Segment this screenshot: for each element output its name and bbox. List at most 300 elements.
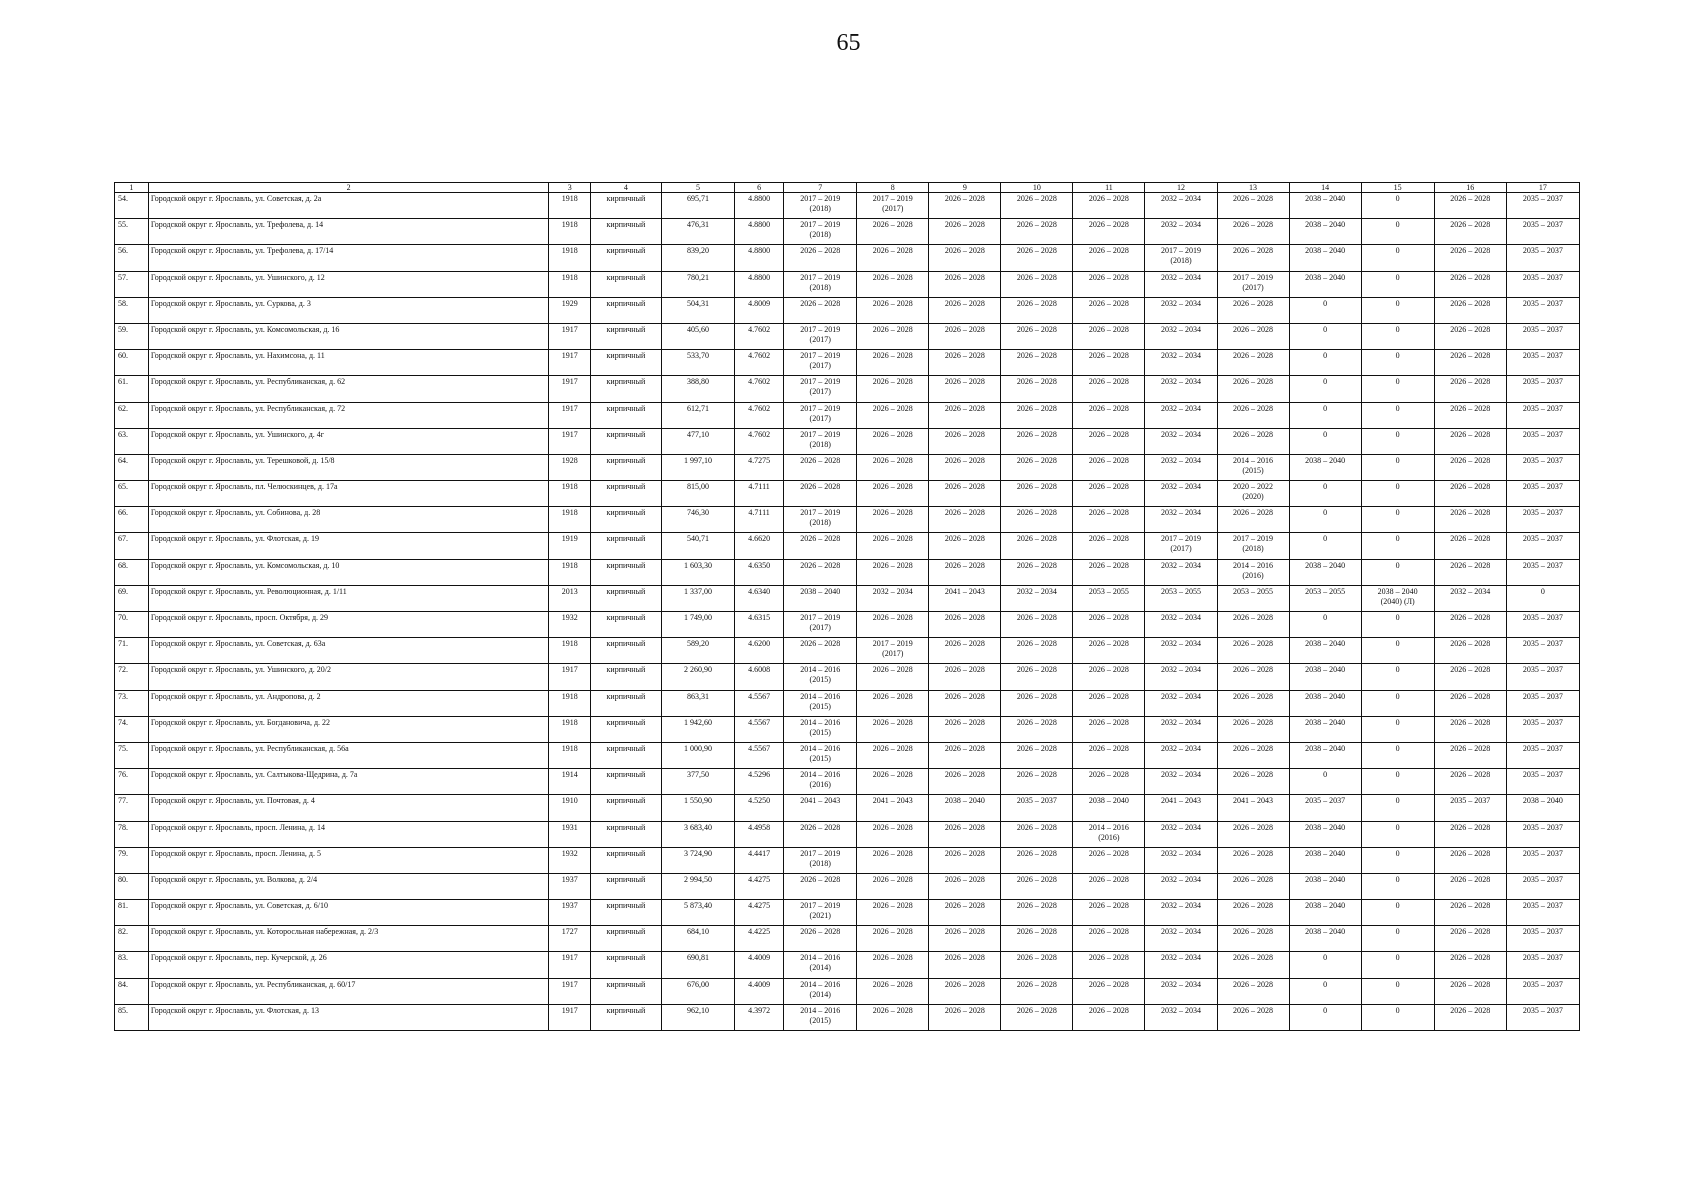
cell-col-6: 4.4275	[735, 900, 784, 926]
cell-col-17: 2035 – 2037	[1506, 271, 1579, 297]
cell-col-17: 2035 – 2037	[1506, 769, 1579, 795]
cell-col-16: 2026 – 2028	[1434, 769, 1506, 795]
cell-line: (2015)	[809, 753, 831, 763]
cell-col-16: 2026 – 2028	[1434, 926, 1506, 952]
cell-line: 2017 – 2019	[1233, 534, 1274, 544]
address-cell: Городской округ г. Ярославль, ул. Нахимсона, д. 11	[148, 350, 549, 376]
cell-col-7	[784, 1004, 857, 1030]
cell-col-12: 2041 – 2043	[1145, 795, 1217, 821]
cell-col-16: 2026 – 2028	[1434, 219, 1506, 245]
cell-line: (2040) (Л)	[1380, 596, 1415, 606]
cell-col-12: 2032 – 2034	[1145, 402, 1217, 428]
cell-line: (2015)	[1242, 465, 1264, 475]
address-cell: Городской округ г. Ярославль, пл. Челюскинцев, д. 17а	[148, 481, 549, 507]
cell-col-17: 2038 – 2040	[1506, 795, 1579, 821]
cell-col-13: 2026 – 2028	[1217, 716, 1289, 742]
table-row	[115, 559, 1580, 585]
cell-col-16: 2026 – 2028	[1434, 821, 1506, 847]
cell-col-17: 2035 – 2037	[1506, 507, 1579, 533]
cell-col-6: 4.5567	[735, 742, 784, 768]
cell-col-16: 2026 – 2028	[1434, 847, 1506, 873]
cell-line: 2017 – 2019	[800, 508, 841, 518]
cell-col-4: кирпичный	[590, 873, 661, 899]
cell-col-10: 2026 – 2028	[1001, 847, 1073, 873]
cell-col-16: 2026 – 2028	[1434, 1004, 1506, 1030]
cell-col-7: 2026 – 2028	[784, 454, 857, 480]
cell-col-15: 0	[1361, 638, 1434, 664]
address-cell: Городской округ г. Ярославль, ул. Комсомольская, д. 10	[148, 559, 549, 585]
cell-col-7	[784, 847, 857, 873]
cell-col-17: 2035 – 2037	[1506, 952, 1579, 978]
cell-line: 2017 – 2019	[800, 901, 841, 911]
address-cell: Городской округ г. Ярославль, ул. Республиканская, д. 72	[148, 402, 549, 428]
cell-col-14: 2038 – 2040	[1289, 193, 1361, 219]
cell-col-8: 2026 – 2028	[857, 612, 929, 638]
cell-col-3: 1929	[549, 297, 590, 323]
cell-col-17: 2035 – 2037	[1506, 323, 1579, 349]
cell-col-8	[857, 638, 929, 664]
cell-col-3: 1917	[549, 428, 590, 454]
address-cell: Городской округ г. Ярославль, ул. Советская, д. 6/10	[148, 900, 549, 926]
cell-col-5: 684,10	[661, 926, 734, 952]
cell-col-9: 2026 – 2028	[929, 978, 1001, 1004]
cell-col-15: 0	[1361, 271, 1434, 297]
cell-col-14: 0	[1289, 376, 1361, 402]
cell-col-8: 2041 – 2043	[857, 795, 929, 821]
cell-col-11: 2026 – 2028	[1073, 873, 1145, 899]
cell-col-16: 2026 – 2028	[1434, 664, 1506, 690]
row-number-cell: 60.	[115, 350, 149, 376]
cell-line: (2018)	[809, 282, 831, 292]
cell-col-14: 2038 – 2040	[1289, 559, 1361, 585]
cell-col-7	[784, 952, 857, 978]
address-cell: Городской округ г. Ярославль, ул. Республиканская, д. 62	[148, 376, 549, 402]
cell-col-3: 1932	[549, 612, 590, 638]
cell-col-13: 2026 – 2028	[1217, 1004, 1289, 1030]
cell-col-7	[784, 612, 857, 638]
table-row	[115, 350, 1580, 376]
cell-col-14: 2038 – 2040	[1289, 821, 1361, 847]
cell-col-10: 2026 – 2028	[1001, 350, 1073, 376]
table-row	[115, 795, 1580, 821]
cell-col-16: 2026 – 2028	[1434, 402, 1506, 428]
cell-col-15: 0	[1361, 821, 1434, 847]
cell-col-16: 2026 – 2028	[1434, 978, 1506, 1004]
row-number-cell: 61.	[115, 376, 149, 402]
table-row	[115, 323, 1580, 349]
cell-col-11: 2026 – 2028	[1073, 193, 1145, 219]
cell-col-14: 0	[1289, 402, 1361, 428]
cell-col-10: 2026 – 2028	[1001, 454, 1073, 480]
cell-col-12: 2032 – 2034	[1145, 193, 1217, 219]
cell-col-10: 2026 – 2028	[1001, 219, 1073, 245]
cell-col-17: 2035 – 2037	[1506, 926, 1579, 952]
cell-col-11	[1073, 821, 1145, 847]
table-row	[115, 769, 1580, 795]
cell-col-13: 2053 – 2055	[1217, 585, 1289, 611]
address-cell: Городской округ г. Ярославль, ул. Ушинского, д. 20/2	[148, 664, 549, 690]
cell-line: 2014 – 2016	[800, 770, 841, 780]
address-cell: Городской округ г. Ярославль, ул. Ушинского, д. 4г	[148, 428, 549, 454]
cell-col-10: 2026 – 2028	[1001, 612, 1073, 638]
cell-col-10: 2026 – 2028	[1001, 690, 1073, 716]
cell-col-15: 0	[1361, 533, 1434, 559]
cell-col-13: 2026 – 2028	[1217, 873, 1289, 899]
row-number-cell: 70.	[115, 612, 149, 638]
cell-col-8: 2026 – 2028	[857, 821, 929, 847]
cell-col-4: кирпичный	[590, 690, 661, 716]
cell-col-16: 2026 – 2028	[1434, 638, 1506, 664]
cell-col-16: 2026 – 2028	[1434, 612, 1506, 638]
cell-col-12: 2032 – 2034	[1145, 926, 1217, 952]
schedule-table	[114, 182, 1580, 1031]
cell-col-3: 1914	[549, 769, 590, 795]
address-cell: Городской округ г. Ярославль, просп. Ленина, д. 14	[148, 821, 549, 847]
cell-col-16: 2032 – 2034	[1434, 585, 1506, 611]
cell-col-3: 1928	[549, 454, 590, 480]
cell-line: (2017)	[809, 334, 831, 344]
cell-col-10: 2026 – 2028	[1001, 323, 1073, 349]
address-cell: Городской округ г. Ярославль, ул. Советская, д. 2а	[148, 193, 549, 219]
cell-col-5: 746,30	[661, 507, 734, 533]
cell-col-5: 780,21	[661, 271, 734, 297]
row-number-cell: 72.	[115, 664, 149, 690]
cell-col-9: 2038 – 2040	[929, 795, 1001, 821]
cell-line: (2015)	[809, 1015, 831, 1025]
table-row	[115, 742, 1580, 768]
cell-col-11: 2026 – 2028	[1073, 323, 1145, 349]
cell-line: 2014 – 2016	[800, 665, 841, 675]
cell-col-3: 1917	[549, 323, 590, 349]
cell-col-6: 4.7111	[735, 481, 784, 507]
column-header-9: 9	[929, 183, 1001, 193]
cell-col-4: кирпичный	[590, 350, 661, 376]
cell-col-8: 2032 – 2034	[857, 585, 929, 611]
cell-col-6: 4.7602	[735, 402, 784, 428]
cell-col-8: 2026 – 2028	[857, 664, 929, 690]
cell-col-10: 2026 – 2028	[1001, 428, 1073, 454]
cell-line: (2017)	[1242, 282, 1264, 292]
cell-col-15: 0	[1361, 428, 1434, 454]
cell-col-11: 2026 – 2028	[1073, 245, 1145, 271]
address-cell: Городской округ г. Ярославль, ул. Флотская, д. 19	[148, 533, 549, 559]
cell-col-17: 2035 – 2037	[1506, 245, 1579, 271]
cell-line: (2016)	[1098, 832, 1120, 842]
cell-col-11: 2026 – 2028	[1073, 900, 1145, 926]
cell-col-17: 2035 – 2037	[1506, 847, 1579, 873]
cell-line: 2017 – 2019	[800, 272, 841, 282]
cell-col-10: 2026 – 2028	[1001, 481, 1073, 507]
cell-col-3: 1917	[549, 402, 590, 428]
cell-col-9: 2026 – 2028	[929, 559, 1001, 585]
cell-col-11: 2026 – 2028	[1073, 428, 1145, 454]
cell-col-14: 0	[1289, 350, 1361, 376]
cell-col-16: 2026 – 2028	[1434, 481, 1506, 507]
cell-col-8: 2026 – 2028	[857, 481, 929, 507]
cell-line: 2017 – 2019	[1160, 534, 1201, 544]
table-row	[115, 507, 1580, 533]
cell-col-15: 0	[1361, 900, 1434, 926]
address-cell: Городской округ г. Ярославль, просп. Ленина, д. 5	[148, 847, 549, 873]
cell-col-10: 2026 – 2028	[1001, 245, 1073, 271]
cell-col-10: 2026 – 2028	[1001, 638, 1073, 664]
cell-col-4: кирпичный	[590, 481, 661, 507]
cell-col-5: 676,00	[661, 978, 734, 1004]
cell-col-10: 2026 – 2028	[1001, 716, 1073, 742]
address-cell: Городской округ г. Ярославль, ул. Терешковой, д. 15/8	[148, 454, 549, 480]
cell-col-6: 4.6620	[735, 533, 784, 559]
cell-line: (2018)	[1242, 544, 1264, 554]
cell-col-6: 4.7602	[735, 428, 784, 454]
cell-col-4: кирпичный	[590, 716, 661, 742]
column-header-11: 11	[1073, 183, 1145, 193]
cell-col-14: 2038 – 2040	[1289, 454, 1361, 480]
cell-col-15: 0	[1361, 795, 1434, 821]
cell-col-14: 2053 – 2055	[1289, 585, 1361, 611]
cell-col-10: 2026 – 2028	[1001, 900, 1073, 926]
row-number-cell: 76.	[115, 769, 149, 795]
row-number-cell: 57.	[115, 271, 149, 297]
row-number-cell: 78.	[115, 821, 149, 847]
column-header-13: 13	[1217, 183, 1289, 193]
table-row	[115, 952, 1580, 978]
address-cell: Городской округ г. Ярославль, ул. Флотская, д. 13	[148, 1004, 549, 1030]
row-number-cell: 79.	[115, 847, 149, 873]
cell-col-7	[784, 193, 857, 219]
row-number-cell: 56.	[115, 245, 149, 271]
cell-line: (2017)	[809, 413, 831, 423]
cell-col-8: 2026 – 2028	[857, 769, 929, 795]
cell-col-16: 2026 – 2028	[1434, 297, 1506, 323]
cell-col-6: 4.7275	[735, 454, 784, 480]
address-cell: Городской округ г. Ярославль, ул. Комсомольская, д. 16	[148, 323, 549, 349]
cell-line: (2017)	[809, 361, 831, 371]
cell-col-7: 2038 – 2040	[784, 585, 857, 611]
cell-col-5: 3 683,40	[661, 821, 734, 847]
cell-line: (2018)	[809, 439, 831, 449]
address-cell: Городской округ г. Ярославль, ул. Салтыкова-Щедрина, д. 7а	[148, 769, 549, 795]
cell-col-13: 2041 – 2043	[1217, 795, 1289, 821]
row-number-cell: 80.	[115, 873, 149, 899]
schedule-table-wrapper	[114, 182, 1580, 1031]
cell-col-13: 2026 – 2028	[1217, 612, 1289, 638]
column-header-1: 1	[115, 183, 149, 193]
cell-col-3: 1918	[549, 559, 590, 585]
cell-col-11: 2026 – 2028	[1073, 690, 1145, 716]
table-row	[115, 533, 1580, 559]
cell-col-14: 2038 – 2040	[1289, 271, 1361, 297]
cell-col-11: 2026 – 2028	[1073, 952, 1145, 978]
cell-line: 2038 – 2040	[1377, 586, 1418, 596]
cell-col-8: 2026 – 2028	[857, 219, 929, 245]
table-row	[115, 297, 1580, 323]
cell-col-15: 0	[1361, 847, 1434, 873]
cell-col-12: 2032 – 2034	[1145, 821, 1217, 847]
cell-col-12: 2032 – 2034	[1145, 507, 1217, 533]
cell-col-6: 4.5296	[735, 769, 784, 795]
cell-col-15	[1361, 585, 1434, 611]
cell-col-8: 2026 – 2028	[857, 245, 929, 271]
cell-col-4: кирпичный	[590, 585, 661, 611]
table-row	[115, 926, 1580, 952]
cell-col-9: 2041 – 2043	[929, 585, 1001, 611]
cell-col-17: 2035 – 2037	[1506, 900, 1579, 926]
cell-col-11: 2026 – 2028	[1073, 533, 1145, 559]
cell-col-15: 0	[1361, 926, 1434, 952]
cell-col-6: 4.4417	[735, 847, 784, 873]
cell-col-10: 2026 – 2028	[1001, 559, 1073, 585]
cell-col-3: 1917	[549, 376, 590, 402]
cell-col-9: 2026 – 2028	[929, 193, 1001, 219]
cell-col-14: 2038 – 2040	[1289, 690, 1361, 716]
cell-col-12: 2032 – 2034	[1145, 323, 1217, 349]
cell-col-13: 2026 – 2028	[1217, 638, 1289, 664]
cell-line: 2014 – 2016	[800, 717, 841, 727]
cell-line: 2017 – 2019	[800, 324, 841, 334]
cell-col-5: 1 000,90	[661, 742, 734, 768]
cell-line: (2018)	[809, 230, 831, 240]
cell-line: (2017)	[809, 387, 831, 397]
cell-col-7: 2041 – 2043	[784, 795, 857, 821]
column-header-17: 17	[1506, 183, 1579, 193]
cell-col-9: 2026 – 2028	[929, 873, 1001, 899]
table-row	[115, 271, 1580, 297]
cell-col-6: 4.4009	[735, 952, 784, 978]
cell-line: 2014 – 2016	[800, 691, 841, 701]
cell-col-7	[784, 376, 857, 402]
cell-col-11: 2038 – 2040	[1073, 795, 1145, 821]
cell-col-9: 2026 – 2028	[929, 323, 1001, 349]
cell-col-7	[784, 219, 857, 245]
cell-col-17: 2035 – 2037	[1506, 742, 1579, 768]
cell-line: 2014 – 2016	[800, 743, 841, 753]
column-header-2: 2	[148, 183, 549, 193]
cell-col-9: 2026 – 2028	[929, 664, 1001, 690]
cell-col-4: кирпичный	[590, 559, 661, 585]
row-number-cell: 67.	[115, 533, 149, 559]
cell-col-3: 1937	[549, 900, 590, 926]
cell-col-11: 2026 – 2028	[1073, 769, 1145, 795]
cell-col-9: 2026 – 2028	[929, 742, 1001, 768]
row-number-cell: 63.	[115, 428, 149, 454]
column-header-16: 16	[1434, 183, 1506, 193]
row-number-cell: 66.	[115, 507, 149, 533]
cell-line: 2017 – 2019	[800, 377, 841, 387]
cell-col-8: 2026 – 2028	[857, 559, 929, 585]
cell-col-3: 1919	[549, 533, 590, 559]
cell-col-17: 2035 – 2037	[1506, 638, 1579, 664]
cell-col-13	[1217, 454, 1289, 480]
cell-col-7: 2026 – 2028	[784, 297, 857, 323]
cell-col-3: 1918	[549, 481, 590, 507]
cell-col-13: 2026 – 2028	[1217, 245, 1289, 271]
cell-col-5: 839,20	[661, 245, 734, 271]
cell-col-8: 2026 – 2028	[857, 873, 929, 899]
cell-col-7	[784, 900, 857, 926]
cell-col-7: 2026 – 2028	[784, 245, 857, 271]
cell-col-16: 2026 – 2028	[1434, 716, 1506, 742]
table-body	[115, 193, 1580, 1031]
cell-col-12: 2032 – 2034	[1145, 219, 1217, 245]
cell-col-8: 2026 – 2028	[857, 716, 929, 742]
cell-col-16: 2026 – 2028	[1434, 454, 1506, 480]
column-header-7: 7	[784, 183, 857, 193]
table-row	[115, 245, 1580, 271]
cell-col-4: кирпичный	[590, 821, 661, 847]
cell-col-9: 2026 – 2028	[929, 271, 1001, 297]
cell-col-8: 2026 – 2028	[857, 690, 929, 716]
cell-col-11: 2026 – 2028	[1073, 507, 1145, 533]
cell-line: 2014 – 2016	[800, 953, 841, 963]
cell-col-11: 2026 – 2028	[1073, 1004, 1145, 1030]
cell-col-12: 2032 – 2034	[1145, 297, 1217, 323]
cell-col-12: 2053 – 2055	[1145, 585, 1217, 611]
cell-col-15: 0	[1361, 873, 1434, 899]
cell-col-3: 1917	[549, 664, 590, 690]
cell-col-9: 2026 – 2028	[929, 297, 1001, 323]
cell-col-13	[1217, 533, 1289, 559]
cell-col-14: 2038 – 2040	[1289, 926, 1361, 952]
cell-col-3: 1917	[549, 978, 590, 1004]
cell-col-11: 2026 – 2028	[1073, 926, 1145, 952]
cell-col-3: 1918	[549, 507, 590, 533]
cell-col-7: 2026 – 2028	[784, 821, 857, 847]
cell-col-13: 2026 – 2028	[1217, 690, 1289, 716]
cell-col-13: 2026 – 2028	[1217, 297, 1289, 323]
cell-col-6: 4.4225	[735, 926, 784, 952]
cell-col-5: 377,50	[661, 769, 734, 795]
cell-col-15: 0	[1361, 481, 1434, 507]
address-cell: Городской округ г. Ярославль, ул. Республиканская, д. 56а	[148, 742, 549, 768]
cell-col-4: кирпичный	[590, 952, 661, 978]
cell-col-17: 2035 – 2037	[1506, 533, 1579, 559]
cell-col-4: кирпичный	[590, 978, 661, 1004]
cell-col-17: 2035 – 2037	[1506, 612, 1579, 638]
cell-col-4: кирпичный	[590, 428, 661, 454]
column-header-14: 14	[1289, 183, 1361, 193]
cell-col-16: 2026 – 2028	[1434, 245, 1506, 271]
cell-col-8: 2026 – 2028	[857, 428, 929, 454]
cell-col-11: 2026 – 2028	[1073, 402, 1145, 428]
column-header-8: 8	[857, 183, 929, 193]
column-header-3: 3	[549, 183, 590, 193]
cell-col-5: 1 942,60	[661, 716, 734, 742]
cell-col-12: 2032 – 2034	[1145, 873, 1217, 899]
cell-col-13: 2026 – 2028	[1217, 847, 1289, 873]
cell-col-6: 4.4958	[735, 821, 784, 847]
cell-col-16: 2026 – 2028	[1434, 507, 1506, 533]
cell-col-9: 2026 – 2028	[929, 428, 1001, 454]
address-cell: Городской округ г. Ярославль, ул. Трефолева, д. 14	[148, 219, 549, 245]
cell-col-6: 4.8009	[735, 297, 784, 323]
cell-col-13: 2026 – 2028	[1217, 952, 1289, 978]
row-number-cell: 85.	[115, 1004, 149, 1030]
cell-col-11: 2026 – 2028	[1073, 847, 1145, 873]
cell-col-16: 2026 – 2028	[1434, 271, 1506, 297]
address-cell: Городской округ г. Ярославль, ул. Советская, д. 63а	[148, 638, 549, 664]
row-number-cell: 54.	[115, 193, 149, 219]
cell-col-4: кирпичный	[590, 245, 661, 271]
address-cell: Городской округ г. Ярославль, ул. Республиканская, д. 60/17	[148, 978, 549, 1004]
table-row	[115, 638, 1580, 664]
cell-col-11: 2053 – 2055	[1073, 585, 1145, 611]
cell-col-7: 2026 – 2028	[784, 533, 857, 559]
cell-col-10: 2026 – 2028	[1001, 271, 1073, 297]
cell-col-3: 1910	[549, 795, 590, 821]
cell-col-13: 2026 – 2028	[1217, 219, 1289, 245]
cell-col-12: 2032 – 2034	[1145, 350, 1217, 376]
cell-col-17: 2035 – 2037	[1506, 690, 1579, 716]
